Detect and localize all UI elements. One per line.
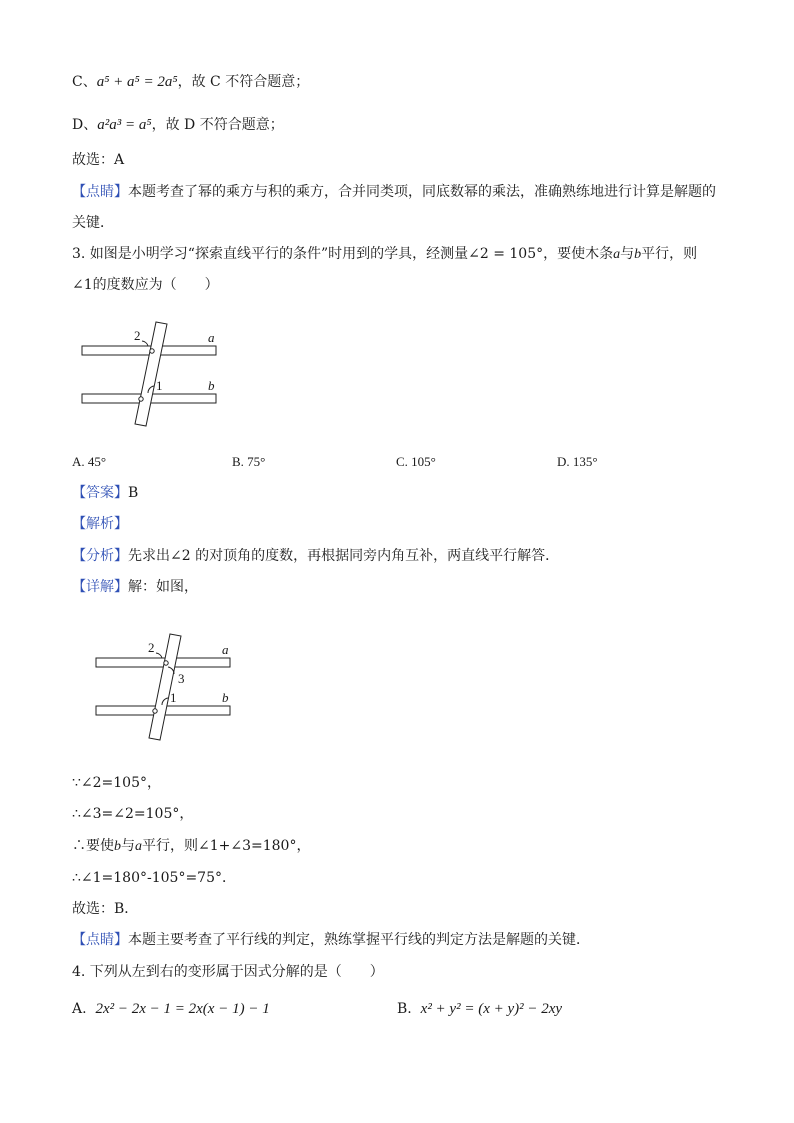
q3-option-c: C. 105° (396, 454, 436, 469)
q3-option-b: B. 75° (232, 454, 266, 469)
q4-option-a (72, 1000, 270, 1018)
option-c-line (72, 73, 309, 91)
q3-stem-with: 与 (620, 246, 635, 262)
q2-note-tag: 【点睛】 (72, 184, 128, 200)
q3-xiangjie-tag: 【详解】 (72, 579, 128, 595)
line-b-label: b (222, 690, 229, 705)
q3-step-3-pre: ∴要使 (72, 838, 114, 854)
option-d-letter: D、 (72, 117, 98, 133)
angle-2-label: 2 (148, 640, 155, 655)
q4-option-a-label: A. (72, 1001, 87, 1017)
q3-step-4: ∴∠1=180°-105°=75°． (72, 870, 236, 886)
q3-stem-a: 3. 如图是小明学习“探索直线平行的条件”时用到的学具，经测量∠2 = 105°，要使木条 (72, 246, 614, 262)
q3-option-d: D. 135° (557, 454, 598, 469)
q3-choice: 故选：B． (72, 901, 139, 917)
q3-xiangjie (72, 578, 198, 596)
q2-note (72, 183, 716, 201)
q2-choice: 故选：A (72, 152, 125, 168)
q3-xiangjie-text: 解：如图， (128, 579, 198, 595)
q3-stem-b: 平行，则 (641, 246, 698, 262)
q3-note-tag: 【点睛】 (72, 932, 128, 948)
angle-1-label: 1 (156, 378, 163, 393)
option-d-line (72, 116, 284, 134)
q3-analysis-tag: 【解析】 (72, 516, 128, 532)
q4-option-b-expr: x² + y² = (x + y)² − 2xy (420, 1001, 563, 1017)
q3-step-3-mid: 与 (121, 838, 135, 854)
q3-note-text: 本题主要考查了平行线的判定，熟练掌握平行线的判定方法是解题的关键． (128, 932, 590, 948)
q3-step-3-b: b (114, 839, 121, 854)
q3-answer-value: B (128, 485, 139, 501)
q3-step-3-a: a (135, 839, 142, 854)
option-d-expression: a²a³ = a⁵ (97, 117, 152, 133)
q4-option-b-label: B. (397, 1001, 412, 1017)
option-d-verdict: ，故 D 不符合题意； (151, 117, 284, 133)
line-a-label: a (208, 330, 215, 345)
q3-answer (72, 484, 138, 502)
q3-step-3-post: 平行，则∠1+∠3=180°， (142, 838, 311, 854)
option-c-verdict: ，故 C 不符合题意； (177, 74, 310, 90)
q3-var-a: a (613, 247, 621, 262)
q2-note-cont: 关键． (72, 215, 114, 231)
option-c-letter: C、 (72, 74, 97, 90)
q3-note (72, 931, 590, 949)
q3-option-a: A. 45° (72, 454, 107, 469)
board-a (96, 658, 230, 667)
line-a-label: a (222, 642, 229, 657)
q4-option-a-expr: 2x² − 2x − 1 = 2x(x − 1) − 1 (95, 1001, 270, 1017)
q3-step-1: ∵∠2=105°， (72, 775, 161, 791)
q3-var-b: b (634, 247, 642, 262)
q3-stem-line1 (72, 245, 697, 264)
q3-fenxi (72, 547, 559, 565)
angle-3-label: 3 (178, 671, 185, 686)
q3-step-2: ∴∠3=∠2=105°， (72, 806, 194, 822)
q3-fenxi-tag: 【分析】 (72, 548, 128, 564)
q3-figure-1 (78, 318, 238, 428)
q3-stem-line2: ∠1的度数应为（ ） (72, 277, 219, 293)
line-b-label: b (208, 378, 215, 393)
q3-step-3 (72, 837, 310, 856)
q3-figure-2 (92, 630, 252, 742)
q3-fenxi-text: 先求出∠2 的对顶角的度数，再根据同旁内角互补，两直线平行解答． (128, 548, 560, 564)
option-c-expression: a⁵ + a⁵ = 2a⁵ (96, 74, 178, 90)
q3-answer-tag: 【答案】 (72, 485, 128, 501)
q4-stem: 4. 下列从左到右的变形属于因式分解的是（ ） (72, 964, 384, 980)
q2-note-text: 本题考查了幂的乘方与积的乘方，合并同类项，同底数幂的乘法，准确熟练地进行计算是解题的 (128, 184, 716, 200)
q4-option-b (397, 1000, 562, 1018)
angle-2-label: 2 (134, 328, 141, 343)
angle-1-label: 1 (170, 690, 177, 705)
